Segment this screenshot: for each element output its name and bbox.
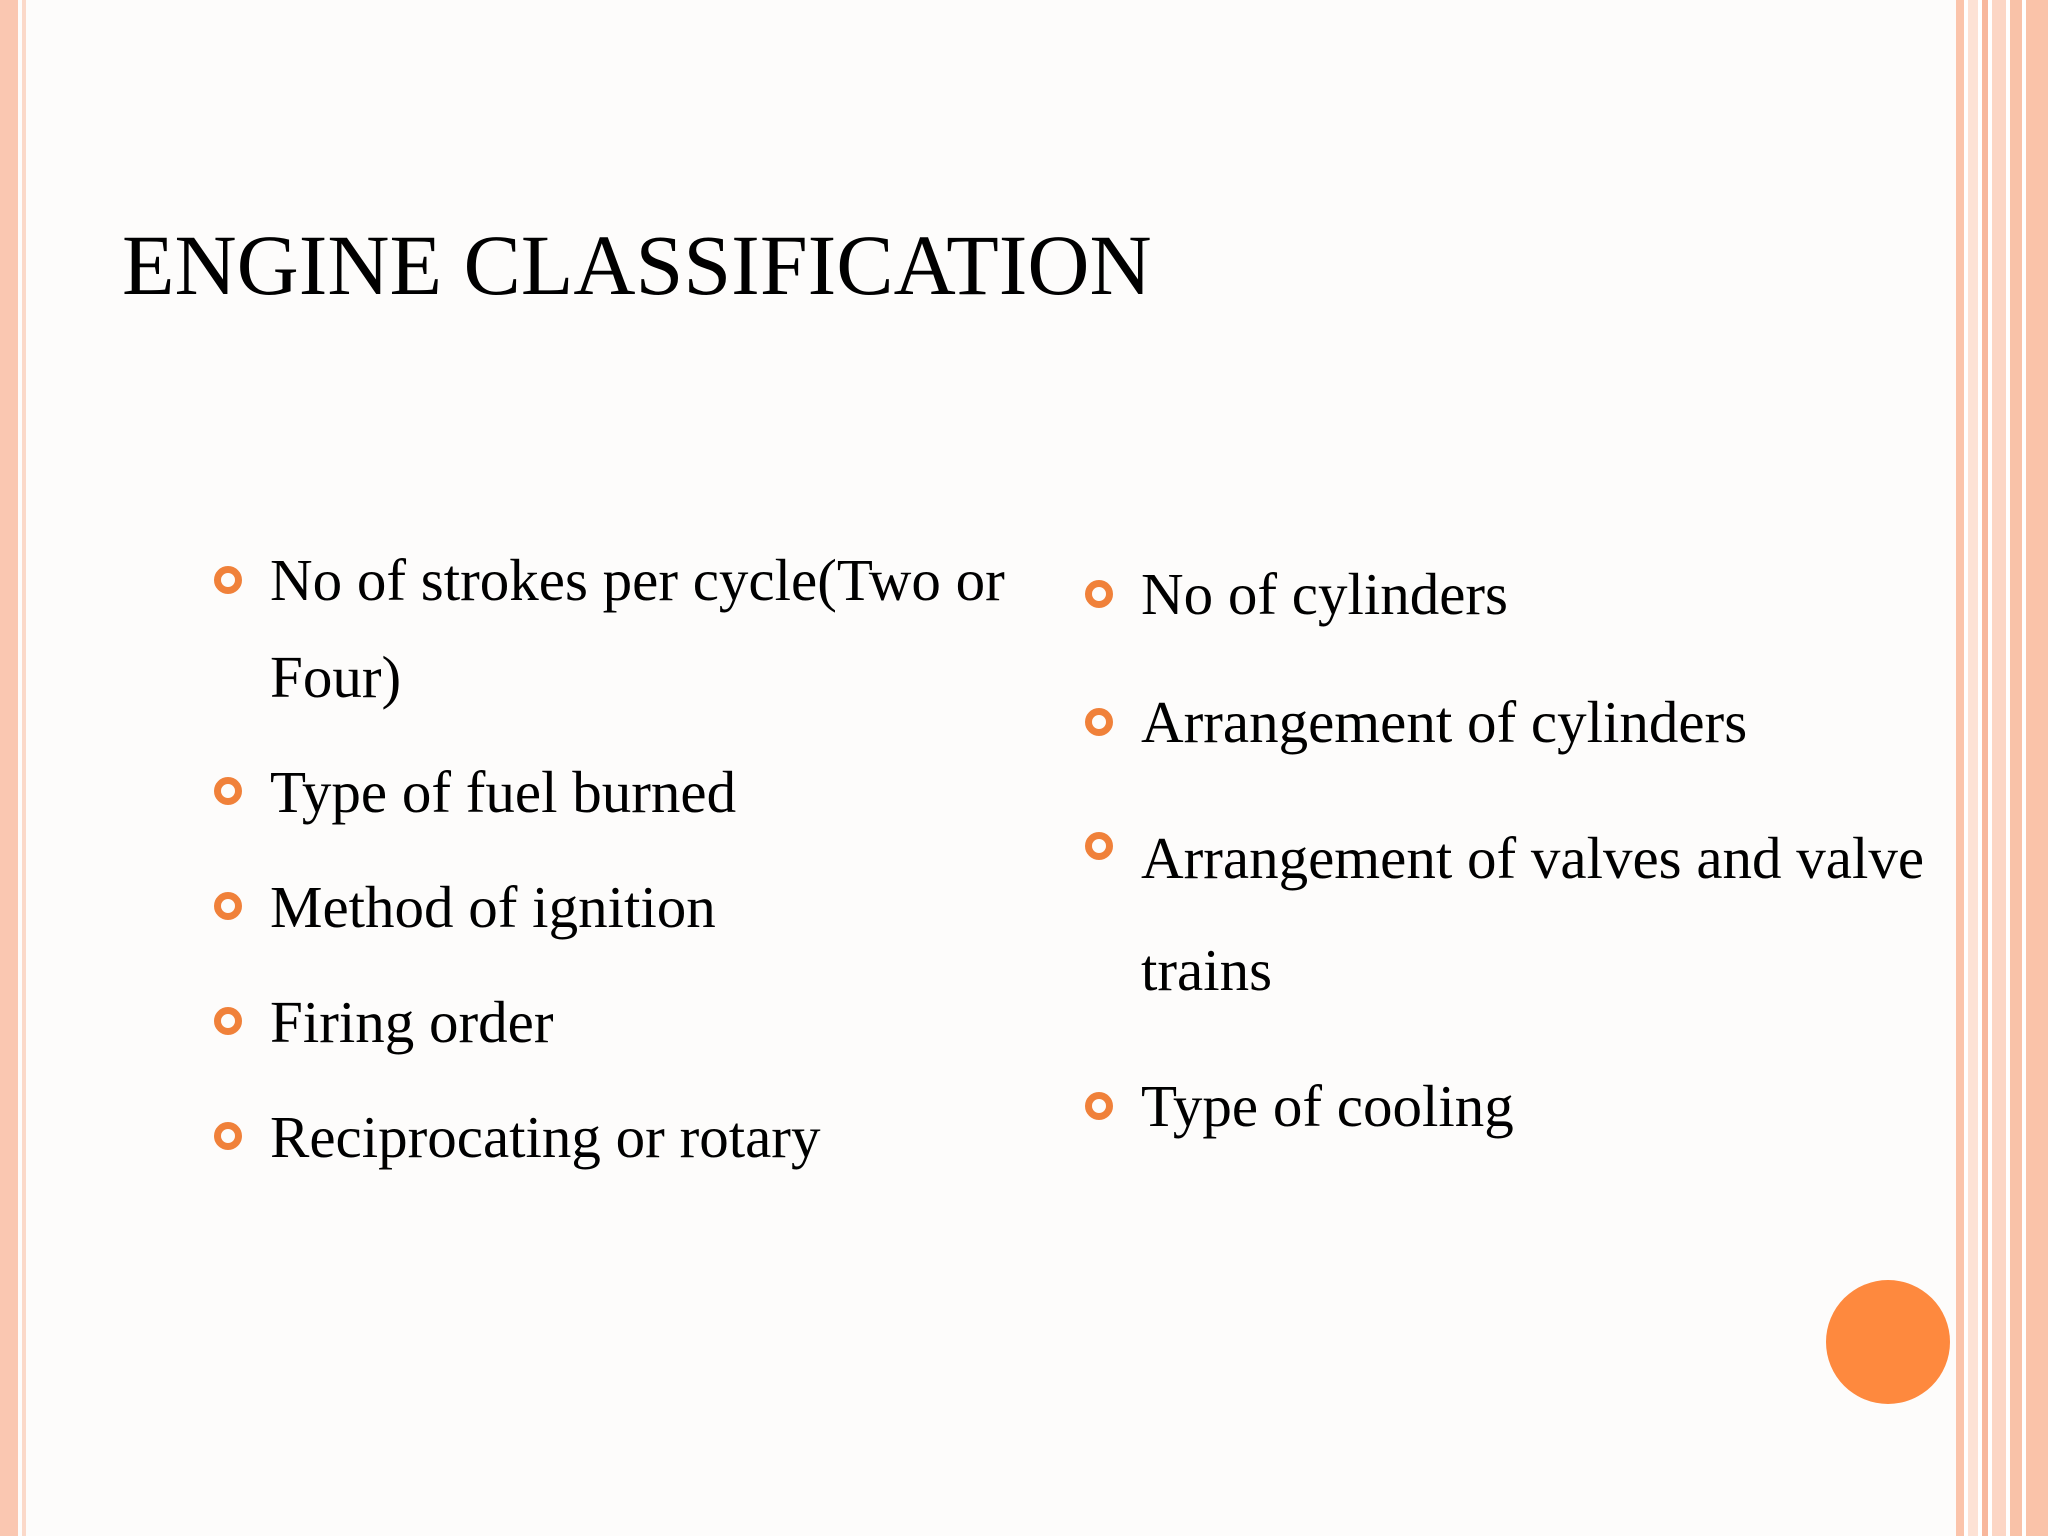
slide-title: ENGINE CLASSIFICATION <box>122 217 1152 313</box>
filled-circle-icon <box>1826 1280 1950 1404</box>
list-item-label: No of cylinders <box>1141 561 1509 627</box>
right-frame-stripe <box>2026 0 2048 1536</box>
right-bullet-list <box>1077 546 1937 1186</box>
right-frame-stripes <box>1956 0 2048 1536</box>
right-frame-stripe <box>1968 0 1978 1536</box>
left-bullet-list <box>206 532 1026 1203</box>
list-item-label: Method of ignition <box>270 874 716 940</box>
ring-bullet-icon <box>1085 708 1113 736</box>
right-frame-stripe <box>2010 0 2022 1536</box>
list-item-label: Type of cooling <box>1141 1073 1514 1139</box>
ring-bullet-icon <box>214 566 242 594</box>
list-item <box>1077 546 1937 642</box>
list-item <box>1077 1058 1937 1154</box>
ring-bullet-icon <box>214 1007 242 1035</box>
list-item <box>1077 674 1937 770</box>
ring-bullet-icon <box>214 892 242 920</box>
left-frame-bar <box>0 0 18 1536</box>
ring-bullet-icon <box>1085 1092 1113 1120</box>
list-item <box>206 743 1026 841</box>
left-frame-line <box>22 0 26 1536</box>
ring-bullet-icon <box>214 1122 242 1150</box>
ring-bullet-icon <box>1085 580 1113 608</box>
right-frame-stripe <box>1982 0 1988 1536</box>
list-item-label: Firing order <box>270 989 554 1055</box>
right-frame-stripe <box>1956 0 1964 1536</box>
list-item <box>206 1088 1026 1186</box>
list-item <box>206 973 1026 1071</box>
list-item <box>1077 802 1937 1026</box>
list-item-label: No of strokes per cycle(Two or Four) <box>270 547 1005 710</box>
list-item <box>206 532 1026 726</box>
ring-bullet-icon <box>1085 832 1113 860</box>
list-item-label: Reciprocating or rotary <box>270 1104 821 1170</box>
ring-bullet-icon <box>214 777 242 805</box>
list-item-label: Type of fuel burned <box>270 759 737 825</box>
list-item <box>206 858 1026 956</box>
list-item-label: Arrangement of valves and valve trains <box>1141 825 1925 1003</box>
right-frame-stripe <box>1992 0 2006 1536</box>
list-item-label: Arrangement of cylinders <box>1141 689 1748 755</box>
